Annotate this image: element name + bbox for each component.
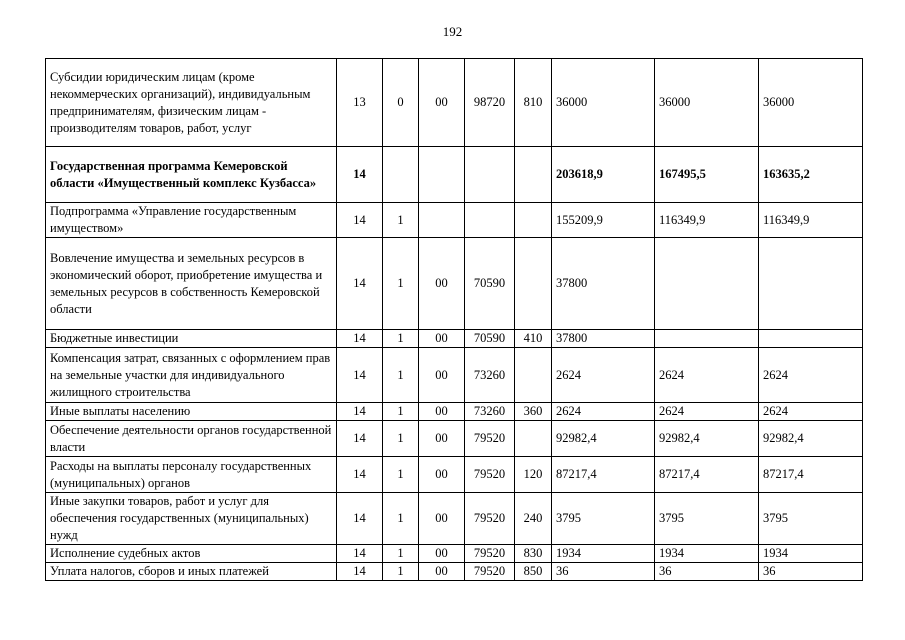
program-code: 00 xyxy=(419,238,465,330)
subsection-code: 1 xyxy=(383,348,419,403)
value-year-2: 167495,5 xyxy=(655,147,759,203)
table-row xyxy=(46,563,863,581)
section-code: 14 xyxy=(337,493,383,545)
expense-type-code: 410 xyxy=(515,330,552,348)
subsection-code: 0 xyxy=(383,59,419,147)
value-year-3: 2624 xyxy=(759,348,863,403)
row-name: Уплата налогов, сборов и иных платежей xyxy=(46,563,337,581)
value-year-1: 1934 xyxy=(552,545,655,563)
expense-type-code: 850 xyxy=(515,563,552,581)
value-year-1: 87217,4 xyxy=(552,457,655,493)
row-name: Бюджетные инвестиции xyxy=(46,330,337,348)
section-code: 14 xyxy=(337,203,383,238)
expense-type-code xyxy=(515,348,552,403)
expense-type-code: 360 xyxy=(515,403,552,421)
target-code: 70590 xyxy=(465,238,515,330)
row-name: Государственная программа Кемеровской области «Имущественный комплекс Кузбасса» xyxy=(46,147,337,203)
program-code: 00 xyxy=(419,403,465,421)
table-row xyxy=(46,403,863,421)
expense-type-code: 120 xyxy=(515,457,552,493)
row-name: Подпрограмма «Управление государственным имуществом» xyxy=(46,203,337,238)
value-year-2: 2624 xyxy=(655,348,759,403)
value-year-1: 36 xyxy=(552,563,655,581)
value-year-2: 36000 xyxy=(655,59,759,147)
value-year-2: 87217,4 xyxy=(655,457,759,493)
subsection-code: 1 xyxy=(383,563,419,581)
value-year-2: 116349,9 xyxy=(655,203,759,238)
section-code: 14 xyxy=(337,563,383,581)
value-year-3 xyxy=(759,330,863,348)
value-year-1: 155209,9 xyxy=(552,203,655,238)
subsection-code: 1 xyxy=(383,330,419,348)
value-year-3: 1934 xyxy=(759,545,863,563)
section-code: 14 xyxy=(337,147,383,203)
target-code: 79520 xyxy=(465,545,515,563)
table-row xyxy=(46,238,863,330)
subsection-code: 1 xyxy=(383,493,419,545)
value-year-3: 92982,4 xyxy=(759,421,863,457)
value-year-3: 2624 xyxy=(759,403,863,421)
value-year-1: 2624 xyxy=(552,348,655,403)
target-code: 79520 xyxy=(465,493,515,545)
table-row xyxy=(46,59,863,147)
row-name: Иные выплаты населению xyxy=(46,403,337,421)
value-year-2: 1934 xyxy=(655,545,759,563)
program-code: 00 xyxy=(419,457,465,493)
value-year-2: 2624 xyxy=(655,403,759,421)
target-code: 79520 xyxy=(465,457,515,493)
row-name: Вовлечение имущества и земельных ресурсов в экономический оборот, приобретение имущества и земельных ресурсов в собственность Кемеровской области xyxy=(46,238,337,330)
target-code: 73260 xyxy=(465,348,515,403)
value-year-3: 163635,2 xyxy=(759,147,863,203)
expense-type-code xyxy=(515,238,552,330)
value-year-2: 36 xyxy=(655,563,759,581)
expense-type-code xyxy=(515,203,552,238)
section-code: 14 xyxy=(337,421,383,457)
program-code: 00 xyxy=(419,545,465,563)
value-year-3: 3795 xyxy=(759,493,863,545)
program-code: 00 xyxy=(419,563,465,581)
expense-type-code: 810 xyxy=(515,59,552,147)
value-year-3: 36 xyxy=(759,563,863,581)
page-number: 192 xyxy=(442,24,463,39)
subsection-code: 1 xyxy=(383,238,419,330)
value-year-2 xyxy=(655,238,759,330)
table-row xyxy=(46,330,863,348)
program-code xyxy=(419,203,465,238)
subsection-code: 1 xyxy=(383,545,419,563)
subsection-code: 1 xyxy=(383,457,419,493)
target-code: 79520 xyxy=(465,563,515,581)
section-code: 13 xyxy=(337,59,383,147)
target-code xyxy=(465,203,515,238)
value-year-2: 92982,4 xyxy=(655,421,759,457)
section-code: 14 xyxy=(337,348,383,403)
target-code: 98720 xyxy=(465,59,515,147)
expense-type-code xyxy=(515,147,552,203)
subsection-code: 1 xyxy=(383,403,419,421)
table-row xyxy=(46,493,863,545)
table-row xyxy=(46,421,863,457)
expense-type-code: 830 xyxy=(515,545,552,563)
target-code: 79520 xyxy=(465,421,515,457)
section-code: 14 xyxy=(337,457,383,493)
expense-type-code xyxy=(515,421,552,457)
row-name: Субсидии юридическим лицам (кроме некоммерческих организаций), индивидуальным предпринимателям, физическим лицам - производителям товаров, работ, услуг xyxy=(46,59,337,147)
program-code: 00 xyxy=(419,330,465,348)
value-year-1: 37800 xyxy=(552,238,655,330)
table-row xyxy=(46,147,863,203)
row-name: Расходы на выплаты персоналу государственных (муниципальных) органов xyxy=(46,457,337,493)
value-year-3: 36000 xyxy=(759,59,863,147)
value-year-2 xyxy=(655,330,759,348)
section-code: 14 xyxy=(337,330,383,348)
value-year-3: 87217,4 xyxy=(759,457,863,493)
program-code: 00 xyxy=(419,493,465,545)
program-code xyxy=(419,147,465,203)
program-code: 00 xyxy=(419,59,465,147)
target-code xyxy=(465,147,515,203)
section-code: 14 xyxy=(337,238,383,330)
value-year-1: 3795 xyxy=(552,493,655,545)
value-year-1: 2624 xyxy=(552,403,655,421)
value-year-2: 3795 xyxy=(655,493,759,545)
expense-type-code: 240 xyxy=(515,493,552,545)
row-name: Обеспечение деятельности органов государственной власти xyxy=(46,421,337,457)
subsection-code: 1 xyxy=(383,203,419,238)
value-year-3 xyxy=(759,238,863,330)
row-name: Исполнение судебных актов xyxy=(46,545,337,563)
value-year-1: 92982,4 xyxy=(552,421,655,457)
section-code: 14 xyxy=(337,545,383,563)
value-year-3: 116349,9 xyxy=(759,203,863,238)
value-year-1: 37800 xyxy=(552,330,655,348)
row-name: Компенсация затрат, связанных с оформлением прав на земельные участки для индивидуального жилищного строительства xyxy=(46,348,337,403)
value-year-1: 203618,9 xyxy=(552,147,655,203)
value-year-1: 36000 xyxy=(552,59,655,147)
target-code: 70590 xyxy=(465,330,515,348)
budget-table xyxy=(45,58,863,581)
program-code: 00 xyxy=(419,348,465,403)
table-row xyxy=(46,203,863,238)
subsection-code xyxy=(383,147,419,203)
section-code: 14 xyxy=(337,403,383,421)
subsection-code: 1 xyxy=(383,421,419,457)
table-row xyxy=(46,457,863,493)
program-code: 00 xyxy=(419,421,465,457)
table-row xyxy=(46,348,863,403)
row-name: Иные закупки товаров, работ и услуг для обеспечения государственных (муниципальных) нужд xyxy=(46,493,337,545)
table-row xyxy=(46,545,863,563)
target-code: 73260 xyxy=(465,403,515,421)
